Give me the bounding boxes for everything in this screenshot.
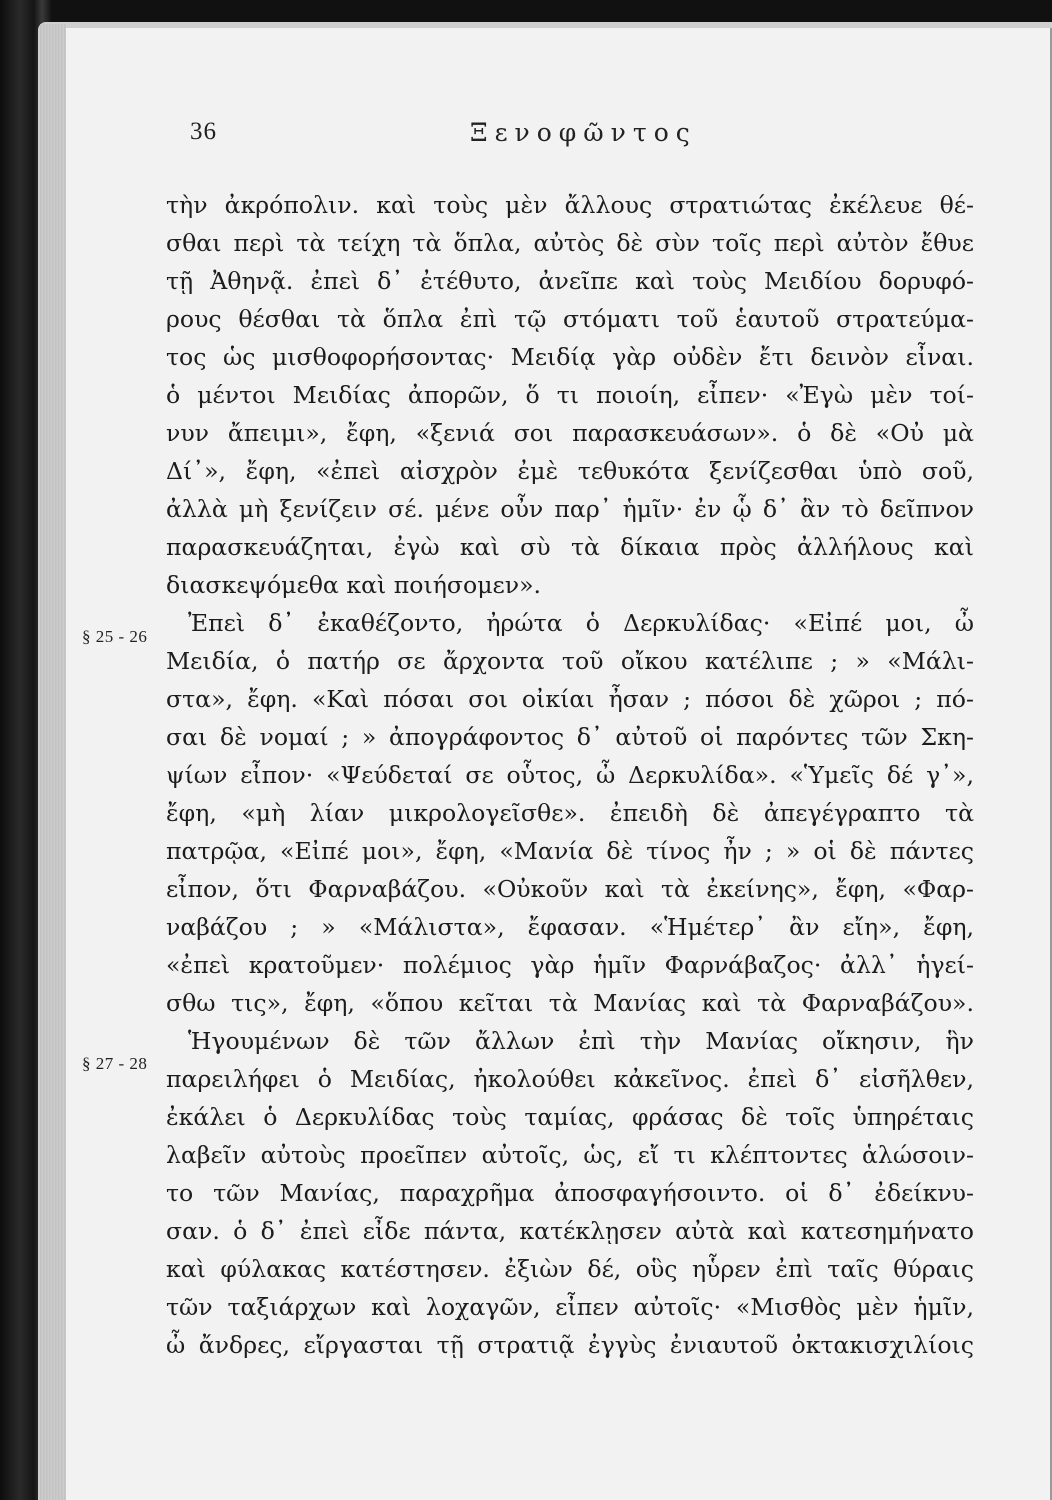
text-line: σαν. ὁ δ᾽ ἐπεὶ εἶδε πάντα, κατέκλῃσεν αὐτὰ καὶ κατεσημήνατο: [166, 1217, 974, 1245]
text-line: πατρῷα, «Εἰπέ μοι», ἔφη, «Μανία δὲ τίνος ἦν ; » οἱ δὲ πάντες: [166, 837, 974, 865]
page-number: 36: [190, 118, 217, 145]
paragraph-start-line: Ἐπεὶ δ᾽ ἐκαθέζοντο, ἠρώτα ὁ Δερκυλίδας· «Εἰπέ μοι, ὦ: [188, 609, 974, 637]
text-line: στα», ἔφη. «Καὶ πόσαι σοι οἰκίαι ἦσαν ; πόσοι δὲ χῶροι ; πό-: [166, 685, 974, 713]
text-line: τος ὡς μισθοφορήσοντας· Μειδίᾳ γὰρ οὐδὲν ἔτι δεινὸν εἶναι.: [166, 343, 974, 371]
text-line: λαβεῖν αὐτοὺς προεῖπεν αὐτοῖς, ὡς, εἴ τι κλέπτοντες ἁλώσοιν-: [166, 1141, 974, 1169]
text-line: ὦ ἄνδρες, εἴργασται τῇ στρατιᾷ ἐγγὺς ἐνιαυτοῦ ὀκτακισχιλίοις: [166, 1331, 974, 1359]
margin-note-section-27-28: § 27 - 28: [82, 1054, 148, 1073]
text-line: ρους θέσθαι τὰ ὅπλα ἐπὶ τῷ στόματι τοῦ ἑαυτοῦ στρατεύμα-: [166, 305, 974, 333]
paragraph-start-line: Ἡγουμένων δὲ τῶν ἄλλων ἐπὶ τὴν Μανίας οἴκησιν, ἣν: [188, 1027, 974, 1055]
text-line: το τῶν Μανίας, παραχρῆμα ἀποσφαγήσοιντο. οἱ δ᾽ ἐδείκνυ-: [166, 1179, 974, 1207]
text-line: ψίων εἶπον· «Ψεύδεταί σε οὗτος, ὦ Δερκυλίδα». «Ὑμεῖς δέ γ᾽»,: [166, 761, 974, 789]
text-line: ἀλλὰ μὴ ξενίζειν σέ. μένε οὖν παρ᾽ ἡμῖν· ἐν ᾧ δ᾽ ἂν τὸ δεῖπνον: [166, 495, 974, 523]
text-line: ναβάζου ; » «Μάλιστα», ἔφασαν. «Ἡμέτερ᾽ ἂν εἴη», ἔφη,: [166, 913, 974, 941]
text-line: τὴν ἀκρόπολιν. καὶ τοὺς μὲν ἄλλους στρατιώτας ἐκέλευε θέ-: [166, 191, 974, 219]
text-line: τῶν ταξιάρχων καὶ λοχαγῶν, εἶπεν αὐτοῖς· «Μισθὸς μὲν ἡμῖν,: [166, 1293, 974, 1321]
text-line: σαι δὲ νομαί ; » ἀπογράφοντος δ᾽ αὐτοῦ οἱ παρόντες τῶν Σκη-: [166, 723, 974, 751]
text-line: ἔφη, «μὴ λίαν μικρολογεῖσθε». ἐπειδὴ δὲ ἀπεγέγραπτο τὰ: [166, 799, 974, 827]
text-line: παρασκευάζηται, ἐγὼ καὶ σὺ τὰ δίκαια πρὸς ἀλλήλους καὶ: [166, 533, 974, 561]
text-line: Δί᾽», ἔφη, «ἐπεὶ αἰσχρὸν ἐμὲ τεθυκότα ξενίζεσθαι ὑπὸ σοῦ,: [166, 457, 974, 485]
text-line: σθαι περὶ τὰ τείχη τὰ ὅπλα, αὐτὸς δὲ σὺν τοῖς περὶ αὐτὸν ἔθυε: [166, 229, 974, 257]
text-line: ἐκάλει ὁ Δερκυλίδας τοὺς ταμίας, φράσας δὲ τοῖς ὑπηρέταις: [166, 1103, 974, 1131]
text-line: παρειλήφει ὁ Μειδίας, ἠκολούθει κἀκεῖνος. ἐπεὶ δ᾽ εἰσῆλθεν,: [166, 1065, 974, 1093]
text-line: διασκεψόμεθα καὶ ποιήσομεν».: [166, 571, 542, 599]
text-line: νυν ἄπειμι», ἔφη, «ξενιά σοι παρασκευάσων». ὁ δὲ «Οὐ μὰ: [166, 419, 974, 447]
page-edges: [40, 24, 66, 1500]
body-text: [166, 186, 974, 1364]
running-head: Ξενοφῶντος: [470, 118, 697, 147]
text-line: ὁ μέντοι Μειδίας ἀπορῶν, ὅ τι ποιοίη, εἶπεν· «Ἐγὼ μὲν τοί-: [166, 381, 974, 409]
text-line: εἶπον, ὅτι Φαρναβάζου. «Οὐκοῦν καὶ τὰ ἐκείνης», ἔφη, «Φαρ-: [166, 875, 974, 903]
text-line: τῇ Ἀθηνᾷ. ἐπεὶ δ᾽ ἐτέθυτο, ἀνεῖπε καὶ τοὺς Μειδίου δορυφό-: [166, 267, 974, 295]
text-line: σθω τις», ἔφη, «ὅπου κεῖται τὰ Μανίας καὶ τὰ Φαρναβάζου».: [166, 989, 974, 1017]
text-line: «ἐπεὶ κρατοῦμεν· πολέμιος γὰρ ἡμῖν Φαρνάβαζος· ἀλλ᾽ ἡγεί-: [166, 951, 974, 979]
text-line: Μειδία, ὁ πατήρ σε ἄρχοντα τοῦ οἴκου κατέλιπε ; » «Μάλι-: [166, 647, 974, 675]
margin-note-section-25-26: § 25 - 26: [82, 627, 148, 646]
text-line: καὶ φύλακας κατέστησεν. ἐξιὼν δέ, οὓς ηὗρεν ἐπὶ ταῖς θύραις: [166, 1255, 974, 1283]
